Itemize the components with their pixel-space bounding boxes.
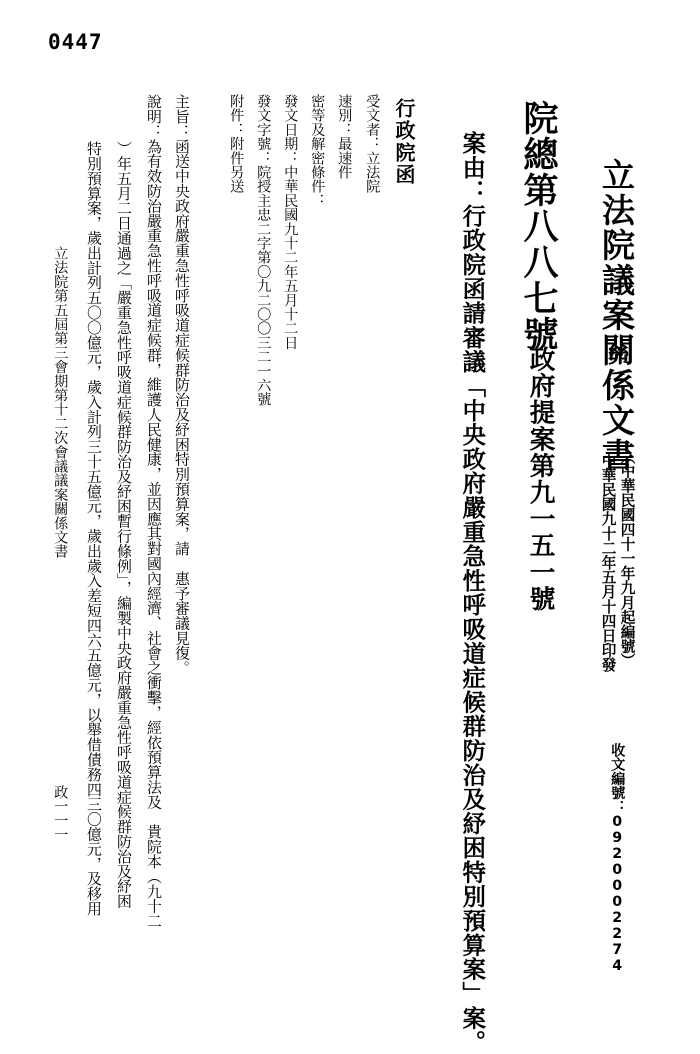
page-number: 0447 [48, 30, 103, 54]
explanation-line-3: 特別預算案，歲出計列五〇〇億元，歲入計列三十五億元，歲出歲入差短四六五億元，以舉借債務四三〇億元，及移用 [84, 141, 103, 916]
classification: 密等及解密條件： [309, 94, 326, 208]
issue-number: 發文字號：院授主忠二字第〇九二〇〇三二一六號 [255, 94, 272, 407]
letter-from: 行政院函 [392, 98, 416, 186]
subject: 主旨：函送中央政府嚴重急性呼吸道症候群防治及紓困特別預算案，請 惠予審議見復。 [172, 94, 191, 676]
speed-level: 速別：最速件 [336, 94, 353, 180]
case-reason: 案由：行政院函請審議「中央政府嚴重急性呼吸道症候群防治及紓困特別預算案」案。 [458, 131, 486, 1054]
attachment: 附件：附件另送 [228, 94, 245, 194]
footer-page-number: 政一一一 [52, 785, 69, 842]
receipt-number: 收文編號：0920002274 [609, 743, 626, 974]
footer-document-title: 立法院第五屆第三會期第十二次會議議案關係文書 [52, 246, 69, 559]
bill-number: 院總第八八七號 [518, 100, 559, 352]
explanation-line-1: 說明：為有效防治嚴重急性呼吸道症候群，維護人民健康，並因應其對國內經濟、社會之衝擊，經依預算法及 貴院本（九十二 [144, 94, 163, 929]
edition-note-print-date: 中華民國九十二年五月十四日印發 [599, 453, 617, 672]
issue-date: 發文日期：中華民國九十二年五月十二日 [282, 94, 299, 350]
recipient: 受文者：立法院 [364, 94, 381, 194]
main-title: 立法院議案關係文書 [597, 158, 636, 473]
explanation-line-2: ）年五月二日通過之「嚴重急性呼吸道症候群防治及紓困暫行條例」，編製中央政府嚴重急性呼吸道症候群防治及紓困 [114, 141, 133, 909]
bill-type: 政府提案第九一五一號 [525, 346, 556, 612]
edition-note-start: （中華民國四十一年九月起編號） [618, 449, 636, 668]
